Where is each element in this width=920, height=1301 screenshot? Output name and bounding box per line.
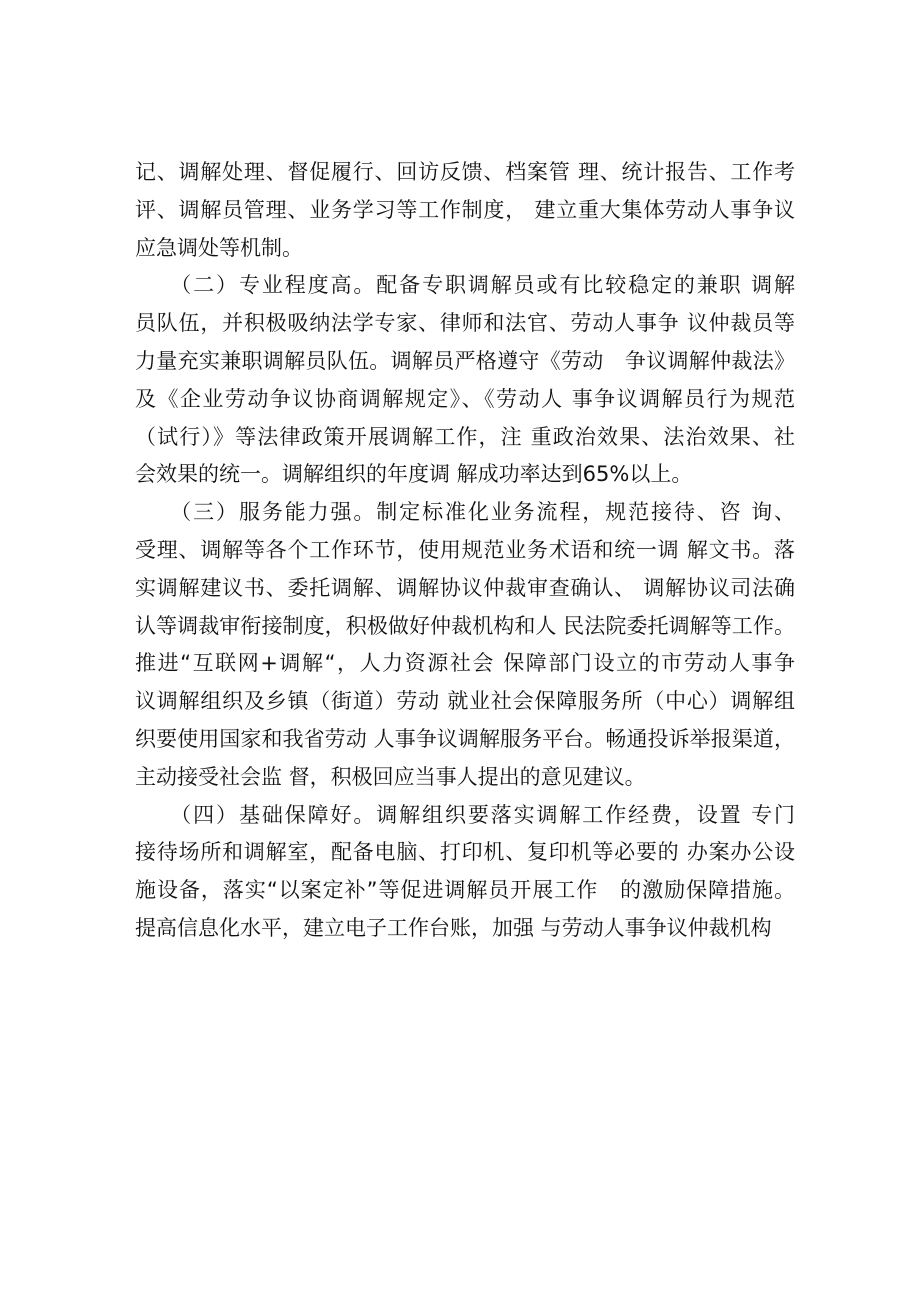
- text-line: 推进“互联网+调解“，人力资源社会 保障部门设立的市劳动人事争: [135, 651, 795, 676]
- text-line: 会效果的统一。调解组织的年度调 解成功率达到65%以上。: [135, 462, 693, 487]
- text-line: 接待场所和调解室，配备电脑、打印机、复印机等必要的 办案办公设: [135, 840, 795, 865]
- text-line: 应急调处等机制。: [135, 235, 303, 260]
- text-line: （试行）》等法律政策开展调解工作，注 重政治效果、法治效果、社: [135, 424, 795, 449]
- text-line: 织要使用国家和我省劳动 人事争议调解服务平台。畅通投诉举报渠道，: [135, 726, 795, 751]
- text-line: 施设备，落实“以案定补”等促进调解员开展工作 的激励保障措施。: [135, 878, 795, 903]
- text-line: 认等调裁审衔接制度，积极做好仲裁机构和人 民法院委托调解等工作。: [135, 613, 795, 638]
- text-line: 员队伍，并积极吸纳法学专家、律师和法官、劳动人事争 议仲裁员等: [135, 311, 795, 336]
- text-line: 及《企业劳动争议协商调解规定》、《劳动人 事争议调解员行为规范: [135, 386, 795, 411]
- text-line: 记、调解处理、督促履行、回访反馈、档案管 理、统计报告、工作考: [135, 160, 795, 184]
- text-line: （三）服务能力强。制定标准化业务流程，规范接待、咨 询、: [135, 500, 795, 525]
- text-line: （二）专业程度高。配备专职调解员或有比较稳定的兼职 调解: [135, 273, 795, 298]
- text-line: 议调解组织及乡镇（街道）劳动 就业社会保障服务所（中心）调解组: [135, 689, 795, 714]
- text-line: 受理、调解等各个工作环节，使用规范业务术语和统一调 解文书。落: [135, 537, 795, 562]
- text-line: 主动接受社会监 督，积极回应当事人提出的意见建议。: [135, 764, 646, 789]
- text-line: 力量充实兼职调解员队伍。调解员严格遵守《劳动 争议调解仲裁法》: [135, 348, 795, 373]
- paragraph: [135, 267, 795, 494]
- text-line: 提高信息化水平，建立电子工作台账，加强 与劳动人事争议仲裁机构: [135, 915, 772, 940]
- text-line: （四）基础保障好。调解组织要落实调解工作经费，设置 专门: [135, 802, 795, 827]
- text-line: 实调解建议书、委托调解、调解协议仲裁审查确认、 调解协议司法确: [135, 575, 795, 600]
- document-body: [135, 154, 795, 948]
- text-line: 评、调解员管理、业务学习等工作制度， 建立重大集体劳动人事争议: [135, 197, 795, 222]
- paragraph: [135, 494, 795, 796]
- paragraph: [135, 154, 795, 267]
- paragraph: [135, 797, 795, 948]
